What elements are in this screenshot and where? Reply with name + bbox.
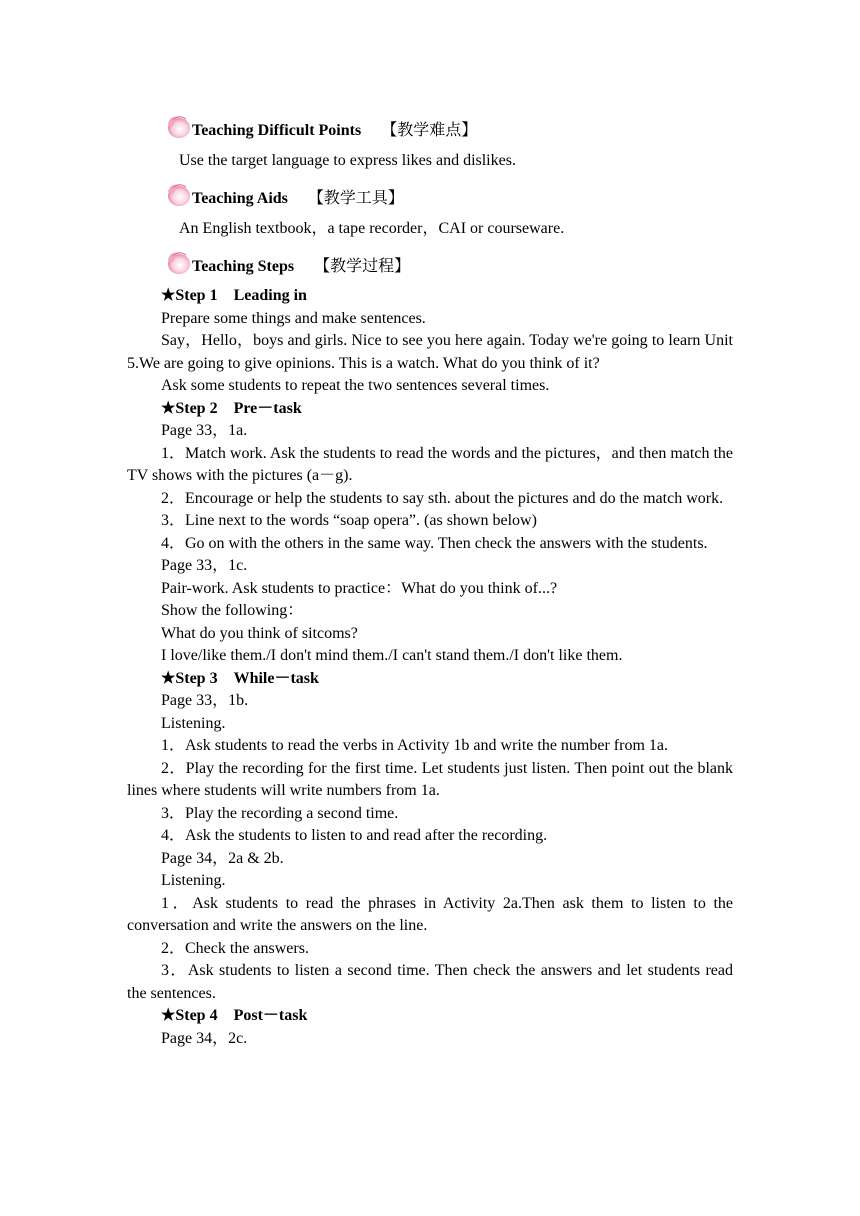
paragraph: 3．Line next to the words “soap opera”. (as shown below): [161, 512, 537, 529]
paragraph: Ask some students to repeat the two sentences several times.: [161, 377, 550, 394]
paragraph: Page 33，1b.: [161, 692, 249, 709]
section-content: An English textbook，a tape recorder，CAI or courseware.: [179, 220, 565, 237]
paragraph: 3．Ask students to listen a second time. Then check the answers and let students read the sentences.: [127, 962, 733, 1002]
paragraph: Page 34，2a & 2b.: [161, 849, 284, 867]
pink-flower-icon: [164, 112, 192, 140]
section-heading-teaching-aids: [164, 178, 404, 208]
paragraph: 2．Encourage or help the students to say sth. about the pictures and do the match work.: [161, 489, 724, 507]
paragraph: I love/like them./I don't mind them./I can't stand them./I don't like them.: [161, 647, 623, 664]
pink-flower-icon: [164, 180, 192, 208]
paragraph: 4．Go on with the others in the same way. Then check the answers with the students.: [161, 534, 708, 552]
paragraph: Page 33，1c.: [161, 557, 248, 574]
paragraph: Pair-work. Ask students to practice：What do you think of...?: [161, 579, 558, 597]
paragraph: What do you think of sitcoms?: [161, 624, 358, 642]
section-title: Teaching Aids: [192, 190, 288, 207]
paragraph: 1．Match work. Ask the students to read the words and the pictures，and then match the TV shows with the pictures (a－g).: [127, 444, 733, 484]
paragraph: Listening.: [161, 872, 226, 889]
paragraph: 1．Ask students to read the verbs in Activity 1b and write the number from 1a.: [161, 737, 669, 754]
pink-flower-icon: [164, 248, 192, 276]
section-title-cn: 【教学难点】: [381, 122, 478, 139]
section-heading-teaching-steps: [164, 246, 410, 276]
section-title: Teaching Steps: [192, 258, 295, 275]
paragraph: 4．Ask the students to listen to and read after the recording.: [161, 827, 548, 844]
paragraph: 2．Check the answers.: [161, 939, 309, 957]
paragraph: Page 33，1a.: [161, 422, 248, 439]
paragraph: Listening.: [161, 714, 226, 732]
step-heading: ★Step 3 While－task: [161, 669, 319, 687]
step-heading: ★Step 2 Pre－task: [161, 399, 302, 417]
paragraph: 3．Play the recording a second time.: [161, 804, 399, 822]
section-heading-difficult-points: [164, 110, 477, 140]
section-content: Use the target language to express likes and dislikes.: [179, 152, 516, 169]
section-title-cn: 【教学过程】: [314, 258, 411, 275]
step-heading: ★Step 1 Leading in: [161, 287, 307, 304]
teaching-steps-body: [127, 285, 733, 1050]
step-heading: ★Step 4 Post－task: [161, 1007, 308, 1024]
paragraph: Prepare some things and make sentences.: [161, 309, 426, 327]
paragraph: Page 34，2c.: [161, 1029, 248, 1047]
paragraph: Show the following：: [161, 602, 304, 619]
paragraph: 1．Ask students to read the phrases in Activity 2a.Then ask them to listen to the conversation and write the answers on the line.: [127, 894, 733, 934]
section-title: Teaching Difficult Points: [192, 122, 362, 139]
paragraph: Say，Hello，boys and girls. Nice to see you here again. Today we're going to learn Unit 5.We are going to give opinions. This is a watch. What do you think of it?: [127, 332, 733, 372]
section-title-cn: 【教学工具】: [307, 190, 404, 207]
paragraph: 2．Play the recording for the first time. Let students just listen. Then point out the blank lines where students will write numbers from 1a.: [127, 759, 733, 799]
